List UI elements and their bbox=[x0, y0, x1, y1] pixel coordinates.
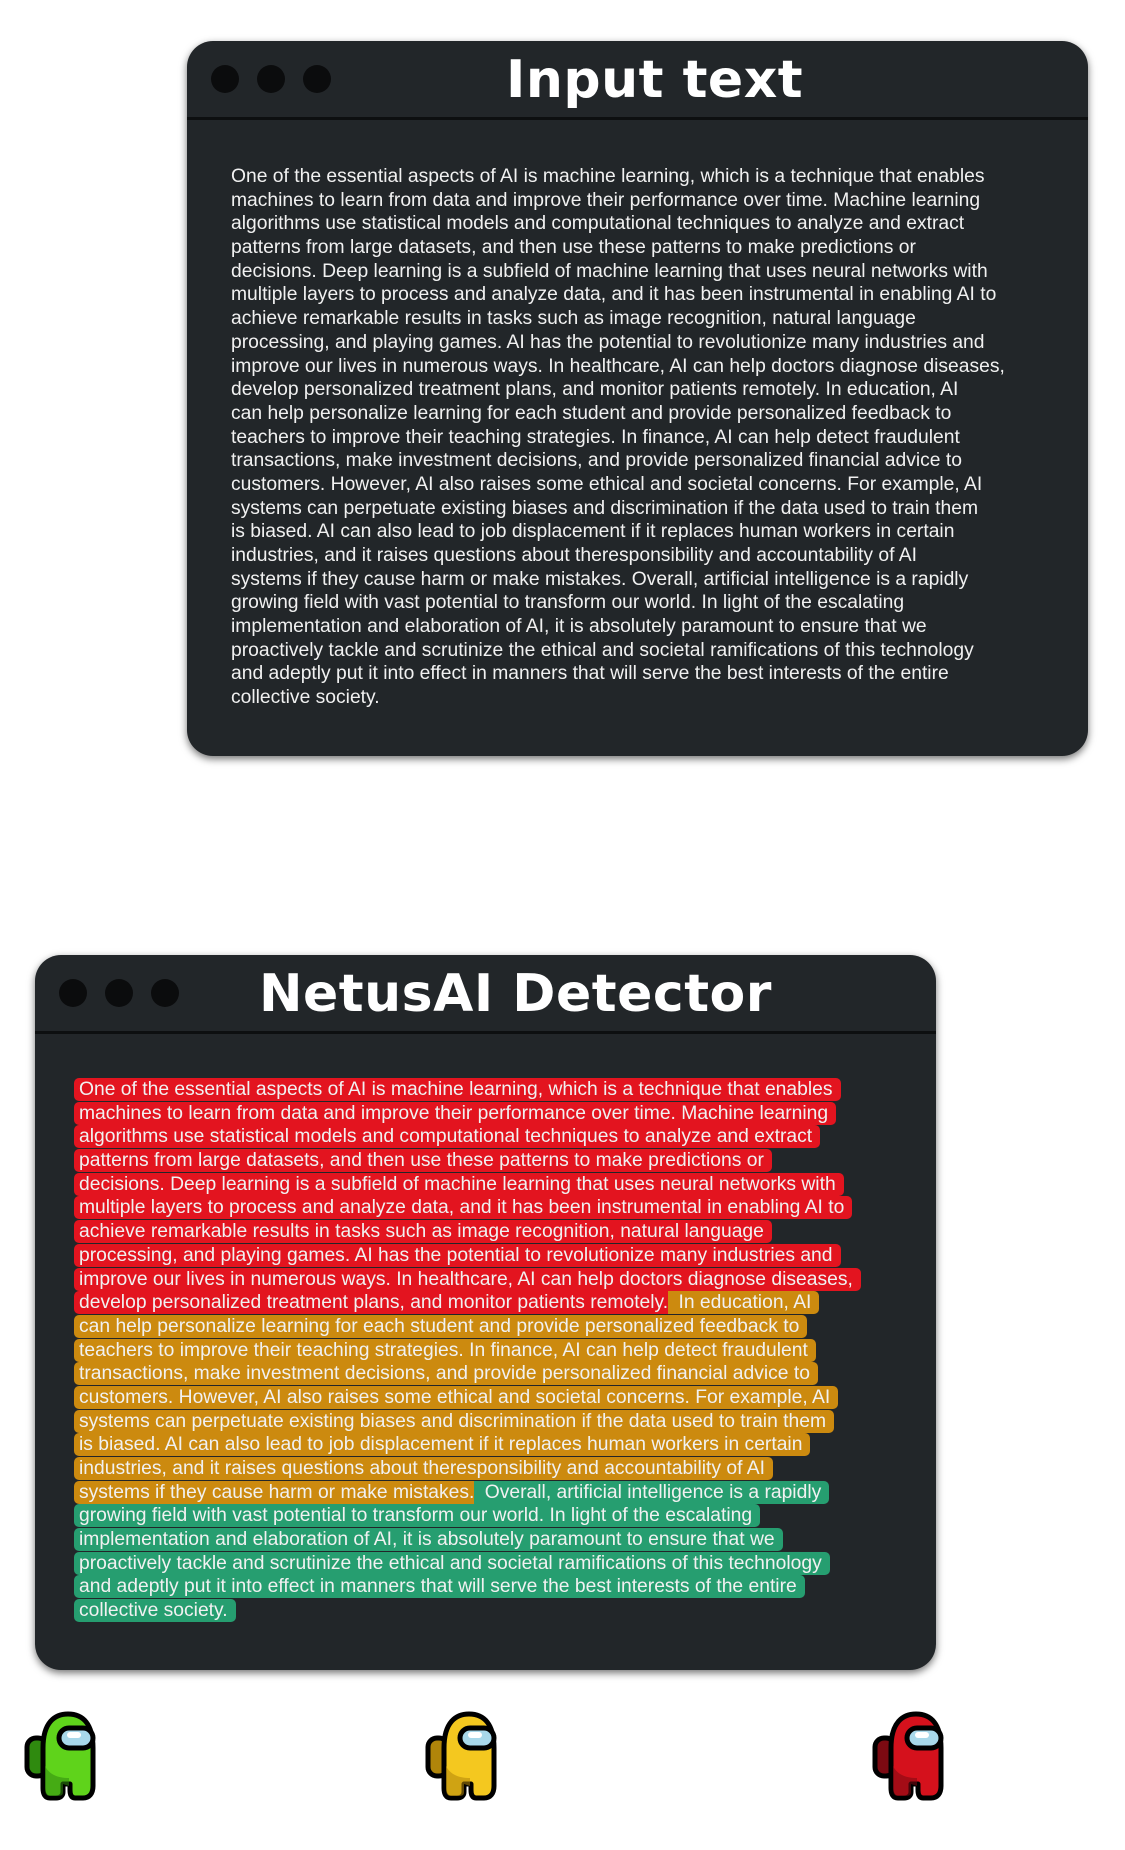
mixed-detected-segment: systems can perpetuate existing biases and discrimination if the data used to train them bbox=[74, 1410, 834, 1433]
detector-text-line bbox=[74, 1268, 861, 1292]
detector-text-line bbox=[74, 1220, 861, 1244]
mixed-detected-segment: transactions, make investment decisions, and provide personalized financial advice to bbox=[74, 1362, 818, 1385]
detector-window-title: NetusAI Detector bbox=[259, 964, 772, 1024]
detector-text-line bbox=[74, 1386, 861, 1410]
detector-text-line bbox=[74, 1315, 861, 1339]
input-text-line: patterns from large datasets, and then use these patterns to make predictions or bbox=[231, 237, 916, 259]
detector-window-titlebar bbox=[35, 955, 936, 1034]
input-text-line: processing, and playing games. AI has the potential to revolutionize many industries and bbox=[231, 331, 985, 353]
detector-text-line bbox=[74, 1244, 861, 1268]
input-text-body bbox=[231, 165, 1005, 710]
input-text-line: improve our lives in numerous ways. In healthcare, AI can help doctors diagnose diseases, bbox=[231, 355, 1005, 377]
mixed-detected-segment: systems if they cause harm or make mistakes. bbox=[74, 1481, 474, 1504]
ai-detected-segment: develop personalized treatment plans, and monitor patients remotely. bbox=[74, 1291, 668, 1314]
window-dot-icon[interactable] bbox=[257, 65, 285, 93]
detector-text-line bbox=[74, 1410, 861, 1434]
window-dot-icon[interactable] bbox=[211, 65, 239, 93]
human-detected-segment: implementation and elaboration of AI, it is absolutely paramount to ensure that we bbox=[74, 1528, 783, 1551]
ai-detected-segment: One of the essential aspects of AI is machine learning, which is a technique that enables bbox=[74, 1078, 841, 1101]
window-dot-icon[interactable] bbox=[105, 979, 133, 1007]
input-text-line: proactively tackle and scrutinize the ethical and societal ramifications of this technology bbox=[231, 639, 974, 661]
input-text-line: algorithms use statistical models and computational techniques to analyze and extract bbox=[231, 213, 965, 235]
detector-text-line bbox=[74, 1481, 861, 1505]
detector-text-line bbox=[74, 1102, 861, 1126]
ai-detected-segment: machines to learn from data and improve their performance over time. Machine learning bbox=[74, 1102, 836, 1125]
input-text-line: and adeptly put it into effect in manners that will serve the best interests of the entire bbox=[231, 663, 949, 685]
mixed-detected-segment: teachers to improve their teaching strategies. In finance, AI can help detect fraudulent bbox=[74, 1339, 816, 1362]
input-text-line: transactions, make investment decisions, and provide personalized financial advice to bbox=[231, 450, 962, 472]
detector-highlighted-text bbox=[74, 1078, 861, 1623]
ai-detected-segment: algorithms use statistical models and computational techniques to analyze and extract bbox=[74, 1125, 820, 1148]
mixed-detected-segment: industries, and it raises questions about theresponsibility and accountability of AI bbox=[74, 1457, 773, 1480]
input-text-line: decisions. Deep learning is a subfield of machine learning that uses neural networks with bbox=[231, 260, 988, 282]
detector-text-line bbox=[74, 1149, 861, 1173]
window-dot-icon[interactable] bbox=[59, 979, 87, 1007]
ai-detected-segment: processing, and playing games. AI has the potential to revolutionize many industries and bbox=[74, 1244, 841, 1267]
detector-text-line bbox=[74, 1457, 861, 1481]
window-dot-icon[interactable] bbox=[151, 979, 179, 1007]
input-text-line: develop personalized treatment plans, and monitor patients remotely. In education, AI bbox=[231, 379, 959, 401]
window-dot-icon[interactable] bbox=[303, 65, 331, 93]
input-text-line: teachers to improve their teaching strategies. In finance, AI can help detect fraudulent bbox=[231, 426, 960, 448]
human-detected-segment: collective society. bbox=[74, 1599, 236, 1622]
mixed-detected-segment: In education, AI bbox=[668, 1291, 819, 1314]
detector-text-line bbox=[74, 1196, 861, 1220]
input-text-line: can help personalize learning for each student and provide personalized feedback to bbox=[231, 402, 952, 424]
detector-text-line bbox=[74, 1552, 861, 1576]
detector-text-line bbox=[74, 1599, 861, 1623]
ai-detected-segment: improve our lives in numerous ways. In healthcare, AI can help doctors diagnose diseases, bbox=[74, 1268, 861, 1291]
ai-detected-segment: decisions. Deep learning is a subfield of machine learning that uses neural networks with bbox=[74, 1173, 844, 1196]
input-text-line: growing field with vast potential to transform our world. In light of the escalating bbox=[231, 592, 905, 614]
input-text-line: implementation and elaboration of AI, it is absolutely paramount to ensure that we bbox=[231, 616, 927, 638]
human-detected-segment: growing field with vast potential to transform our world. In light of the escalating bbox=[74, 1504, 760, 1527]
detector-text-line bbox=[74, 1362, 861, 1386]
detector-text-line bbox=[74, 1339, 861, 1363]
detector-text-line bbox=[74, 1528, 861, 1552]
input-text-line: is biased. AI can also lead to job displacement if it replaces human workers in certain bbox=[231, 521, 955, 543]
ai-detected-segment: achieve remarkable results in tasks such as image recognition, natural language bbox=[74, 1220, 772, 1243]
detector-text-line bbox=[74, 1291, 861, 1315]
green-crewmate-icon bbox=[23, 1708, 101, 1804]
detector-window bbox=[35, 955, 936, 1670]
yellow-crewmate-icon bbox=[424, 1708, 502, 1804]
detector-text-line bbox=[74, 1078, 861, 1102]
input-text-line: industries, and it raises questions about theresponsibility and accountability of AI bbox=[231, 545, 917, 566]
window-controls bbox=[59, 979, 179, 1007]
ai-detected-segment: multiple layers to process and analyze data, and it has been instrumental in enabling AI to bbox=[74, 1196, 852, 1219]
input-text-line: machines to learn from data and improve their performance over time. Machine learning bbox=[231, 189, 981, 211]
human-detected-segment: proactively tackle and scrutinize the ethical and societal ramifications of this technology bbox=[74, 1552, 830, 1575]
input-text-window bbox=[187, 41, 1088, 756]
input-text-line: collective society. bbox=[231, 687, 380, 709]
detector-text-line bbox=[74, 1433, 861, 1457]
human-detected-segment: and adeptly put it into effect in manners that will serve the best interests of the entire bbox=[74, 1575, 805, 1598]
input-text-line: One of the essential aspects of AI is machine learning, which is a technique that enables bbox=[231, 166, 985, 187]
input-window-titlebar bbox=[187, 41, 1088, 120]
detector-text-line bbox=[74, 1173, 861, 1197]
mixed-detected-segment: customers. However, AI also raises some ethical and societal concerns. For example, AI bbox=[74, 1386, 838, 1409]
detector-text-line bbox=[74, 1125, 861, 1149]
input-text-line: systems if they cause harm or make mistakes. Overall, artificial intelligence is a rapidly bbox=[231, 568, 969, 590]
detector-text-line bbox=[74, 1504, 861, 1528]
detector-text-line bbox=[74, 1575, 861, 1599]
input-text-line: multiple layers to process and analyze data, and it has been instrumental in enabling AI to bbox=[231, 284, 997, 306]
mixed-detected-segment: can help personalize learning for each student and provide personalized feedback to bbox=[74, 1315, 807, 1338]
input-text-line: achieve remarkable results in tasks such as image recognition, natural language bbox=[231, 308, 916, 330]
mixed-detected-segment: is biased. AI can also lead to job displacement if it replaces human workers in certain bbox=[74, 1433, 810, 1456]
red-crewmate-icon bbox=[871, 1708, 949, 1804]
input-text-line: systems can perpetuate existing biases and discrimination if the data used to train them bbox=[231, 497, 979, 519]
window-controls bbox=[211, 65, 331, 93]
input-window-title: Input text bbox=[506, 50, 804, 110]
ai-detected-segment: patterns from large datasets, and then use these patterns to make predictions or bbox=[74, 1149, 772, 1172]
input-text-line: customers. However, AI also raises some ethical and societal concerns. For example, AI bbox=[231, 473, 983, 495]
human-detected-segment: Overall, artificial intelligence is a rapidly bbox=[474, 1481, 829, 1504]
